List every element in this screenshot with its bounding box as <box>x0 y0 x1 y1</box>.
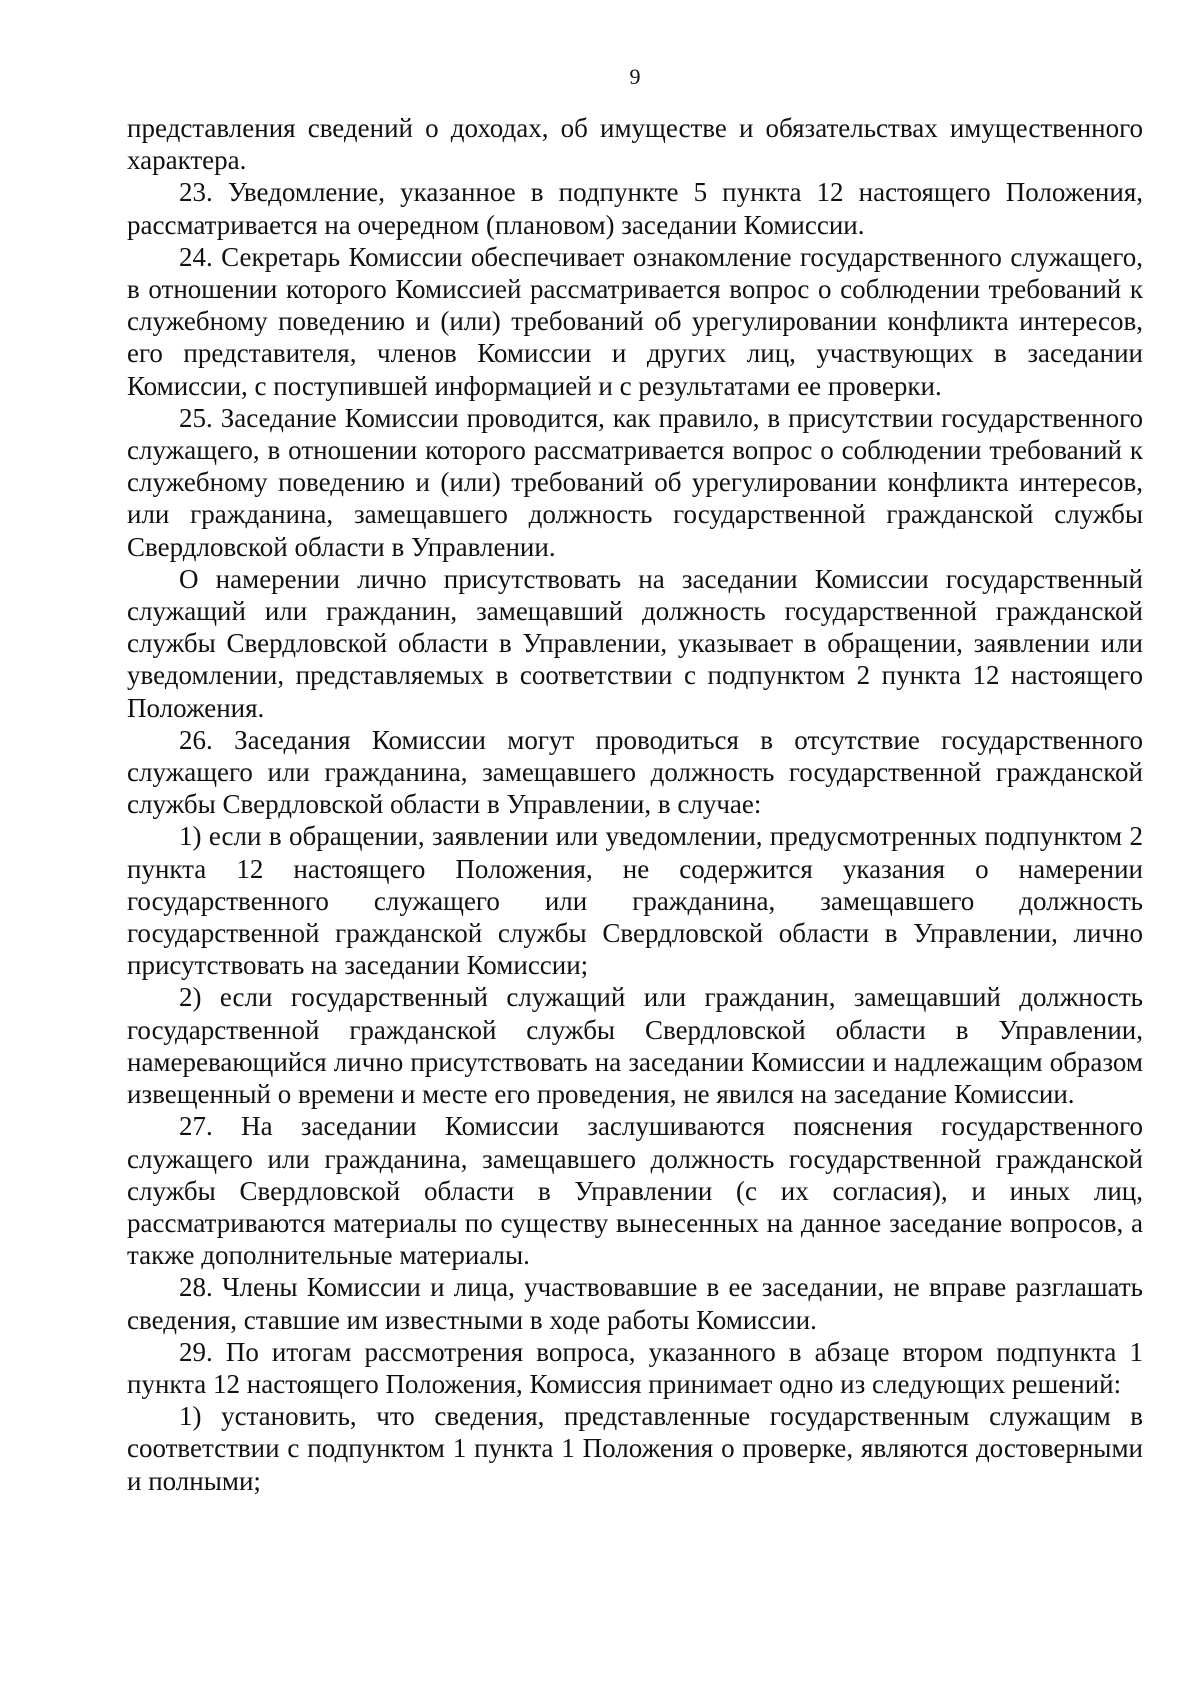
paragraph-29: 29. По итогам рассмотрения вопроса, указанного в абзаце втором подпункта 1 пункта 12 настоящего Положения, Комиссия принимает одно из следующих решений: <box>127 1336 1143 1399</box>
paragraph-29-item-1: 1) установить, что сведения, представленные государственным служащим в соответствии с подпунктом 1 пункта 1 Положения о проверке, являются достоверными и полными; <box>127 1401 1143 1496</box>
paragraph-26: 26. Заседания Комиссии могут проводиться в отсутствие государственного служащего или гражданина, замещавшего должность государственной гражданской службы Свердловской области в Управлении, в случае: <box>127 724 1143 820</box>
paragraph-25-intention: О намерении лично присутствовать на заседании Комиссии государственный служащий или гражданин, замещавший должность государственной гражданской службы Свердловской области в Управлении, указывает в обращении, заявлении или уведомлении, представляемых в соответствии с подпунктом 2 пункта 12 настоящего Положения. <box>127 563 1143 723</box>
paragraph-25: 25. Заседание Комиссии проводится, как правило, в присутствии государственного служащего, в отношении которого рассматривается вопрос о соблюдении требований к служебному поведению и (или) требований об урегулировании конфликта интересов, или гражданина, замещавшего должность государственной гражданской службы Свердловской области в Управлении. <box>127 402 1143 562</box>
paragraph-23: 23. Уведомление, указанное в подпункте 5 пункта 12 настоящего Положения, рассматривается на очередном (плановом) заседании Комиссии. <box>127 177 1143 240</box>
document-body <box>127 112 1143 1497</box>
paragraph-26-item-2: 2) если государственный служащий или гражданин, замещавший должность государственной гражданской службы Свердловской области в Управлении, намеревающийся лично присутствовать на заседании Комиссии и надлежащим образом извещенный о времени и месте его проведения, не явился на заседание Комиссии. <box>127 982 1143 1110</box>
paragraph-24: 24. Секретарь Комиссии обеспечивает ознакомление государственного служащего, в отношении которого Комиссией рассматривается вопрос о соблюдении требований к служебному поведению и (или) требований об урегулировании конфликта интересов, его представителя, членов Комиссии и других лиц, участвующих в заседании Комиссии, с поступившей информацией и с результатами ее проверки. <box>127 241 1143 401</box>
paragraph-26-item-1: 1) если в обращении, заявлении или уведомлении, предусмотренных подпунктом 2 пункта 12 настоящего Положения, не содержится указания о намерении государственного служащего или гражданина, замещавшего должность государственной гражданской службы Свердловской области в Управлении, лично присутствовать на заседании Комиссии; <box>127 821 1143 981</box>
paragraph-continuation: представления сведений о доходах, об имуществе и обязательствах имущественного характера. <box>127 113 1143 176</box>
paragraph-28: 28. Члены Комиссии и лица, участвовавшие в ее заседании, не вправе разглашать сведения, ставшие им известными в ходе работы Комиссии. <box>127 1272 1143 1335</box>
paragraph-27: 27. На заседании Комиссии заслушиваются пояснения государственного служащего или гражданина, замещавшего должность государственной гражданской службы Свердловской области в Управлении (с их согласия), и иных лиц, рассматриваются материалы по существу вынесенных на данное заседание вопросов, а также дополнительные материалы. <box>127 1111 1143 1271</box>
page-number: 9 <box>629 64 641 89</box>
